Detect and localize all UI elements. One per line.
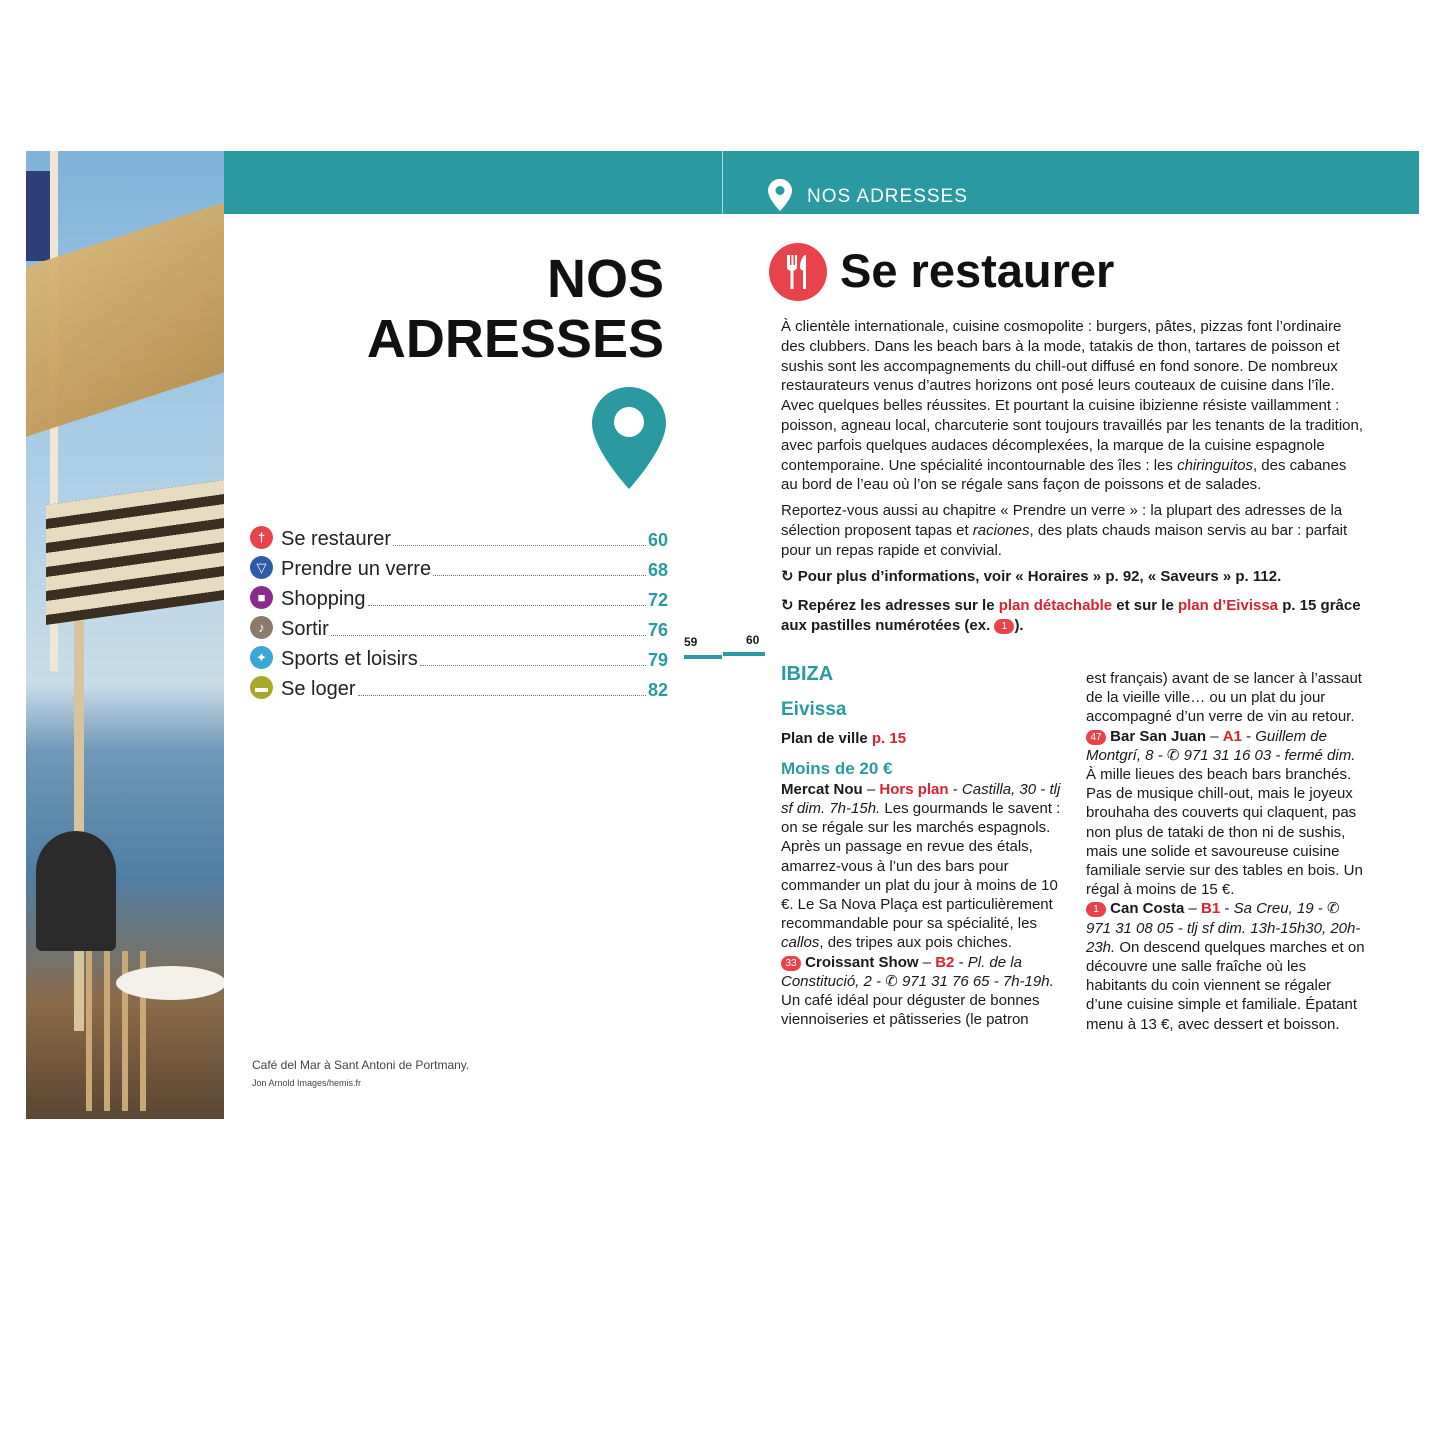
listing-can-costa: 1 Can Costa – B1 - Sa Creu, 19 - ✆ 971 31 08 05 - tlj sf dim. 13h-15h30, 20h-23h. On descend quelques marches et on découvre une salle fraîche où les habitants du coin viennent se régaler d’une cuisine simple et familiale. Épatant menu à 13 €, avec dessert et boisson.	[1086, 900, 1365, 1033]
fork-knife-icon: †	[250, 526, 273, 549]
listing-column-1	[781, 665, 1061, 1029]
photo-caption: Café del Mar à Sant Antoni de Portmany.	[252, 1058, 470, 1072]
photo-credit: Jon Arnold Images/hemis.fr	[252, 1078, 362, 1088]
glass-icon: ▽	[250, 556, 273, 579]
toc-item-se-loger[interactable]: ▬ Se loger 82	[250, 671, 668, 701]
listing-mercat-nou: Mercat Nou – Hors plan - Castilla, 30 - tlj sf dim. 7h-15h. Les gourmands le savent : on se régale sur les marchés espagnols. Après un passage en revue des étals, amarrez-vous à l’un des bars pour commander un plat du jour à moins de 10 €. Le Sa Nova Plaça est particulièrement recommandable pour sa spécialité, les callos, des tripes aux pois chiches.	[781, 780, 1061, 952]
page-number-right: 60	[746, 633, 760, 647]
map-note: ↻ Repérez les adresses sur le plan détachable et sur le plan d’Eivissa p. 15 grâce aux pastilles numérotées (ex. 1 ).	[781, 597, 1361, 635]
page-number-left: 59	[684, 635, 698, 649]
plan-heading: Plan de ville p. 15	[781, 730, 907, 748]
section-label: NOS ADRESSES	[807, 186, 968, 207]
page-title: NOS ADRESSES	[366, 249, 664, 369]
book-spread	[26, 151, 1419, 1119]
location-pin-icon	[592, 387, 666, 489]
shopping-bag-icon: ■	[250, 586, 273, 609]
toc-item-prendre-un-verre[interactable]: ▽ Prendre un verre 68	[250, 551, 668, 581]
listing-column-2	[1086, 669, 1366, 1034]
info-note: ↻ Pour plus d’informations, voir « Horaires » p. 92, « Saveurs » p. 112.	[781, 567, 1282, 585]
listing-croissant-show-cont: est français) avant de se lancer à l’assaut de la vieille ville… ou un plat du jour accompagné d’un verre de vin au retour.	[1086, 670, 1362, 726]
music-icon: ♪	[250, 616, 273, 639]
toc-item-se-restaurer[interactable]: † Se restaurer 60	[250, 521, 668, 551]
toc-item-sortir[interactable]: ♪ Sortir 76	[250, 611, 668, 641]
section-title: Se restaurer	[840, 244, 1115, 297]
arrow-icon: ↻	[781, 597, 794, 615]
listing-croissant-show: 33 Croissant Show – B2 - Pl. de la Constitució, 2 - ✆ 971 31 76 65 - 7h-19h. Un café idéal pour déguster de bonnes viennoiseries et pâtisseries (le patron	[781, 953, 1054, 1029]
arrow-icon: ↻	[781, 567, 794, 585]
intro-text: À clientèle internationale, cuisine cosmopolite : burgers, pâtes, pizzas font l’ordinaire des clubbers. Dans les beach bars à la mode, tatakis de thon, tartares de poisson et sushis sont les accompagnements du chill-out diffusé en fond sonore. De nombreux restaurateurs venus d’autres horizons ont posé leurs couteaux de cuisine dans l’île. Avec quelques belles réussites. Et pourtant la cuisine ibizienne résiste vaillamment : poisson, agneau local, charcuterie sont toujours travaillés par les tenants de la tradition, avec parfois quelques audaces décomplexées, la marque de la cuisine espagnole contemporaine. Une spécialité incontournable des îles : les chiringuitos, des cabanes au bord de l’eau où l’on se régale sans façon de poissons et de salades. Reportez-vous aussi au chapitre « Prendre un verre » : la plupart des adresses de la sélection proposent tapas et raciones, des plats chauds maison servis au bar : parfait pour un repas rapide et convivial. ↻ Pour plus d’informations, voir « Horaires » p. 92, « Saveurs » p. 112. ↻ Repérez les adresses sur le plan détachable et sur le plan d’Eivissa p. 15 grâce aux pastilles numérotées (ex. 1 ).	[781, 317, 1366, 642]
bed-icon: ▬	[250, 676, 273, 699]
table-of-contents	[250, 521, 668, 701]
toc-item-sports-et-loisirs[interactable]: ✦ Sports et loisirs 79	[250, 641, 668, 671]
fork-knife-icon	[769, 243, 827, 301]
price-heading: Moins de 20 €	[781, 758, 893, 778]
listing-bar-san-juan: 47 Bar San Juan – A1 - Guillem de Montgrí, 8 - ✆ 971 31 16 03 - fermé dim. À mille lieues des beach bars branchés. Pas de musique chill-out, mais le joyeux brouhaha des couverts qui claquent, pas non plus de tataki de thon ni de sushis, mais une solide et savoureuse cuisine familiale servie sur des tables en bois. Un régal à moins de 15 €.	[1086, 727, 1363, 899]
town-heading: Eivissa	[781, 699, 847, 721]
toc-item-shopping[interactable]: ■ Shopping 72	[250, 581, 668, 611]
cafe-photo	[26, 151, 224, 1119]
person-icon: ✦	[250, 646, 273, 669]
header-bar	[224, 151, 1419, 214]
location-pin-icon	[768, 179, 792, 211]
region-heading: IBIZA	[781, 663, 834, 685]
